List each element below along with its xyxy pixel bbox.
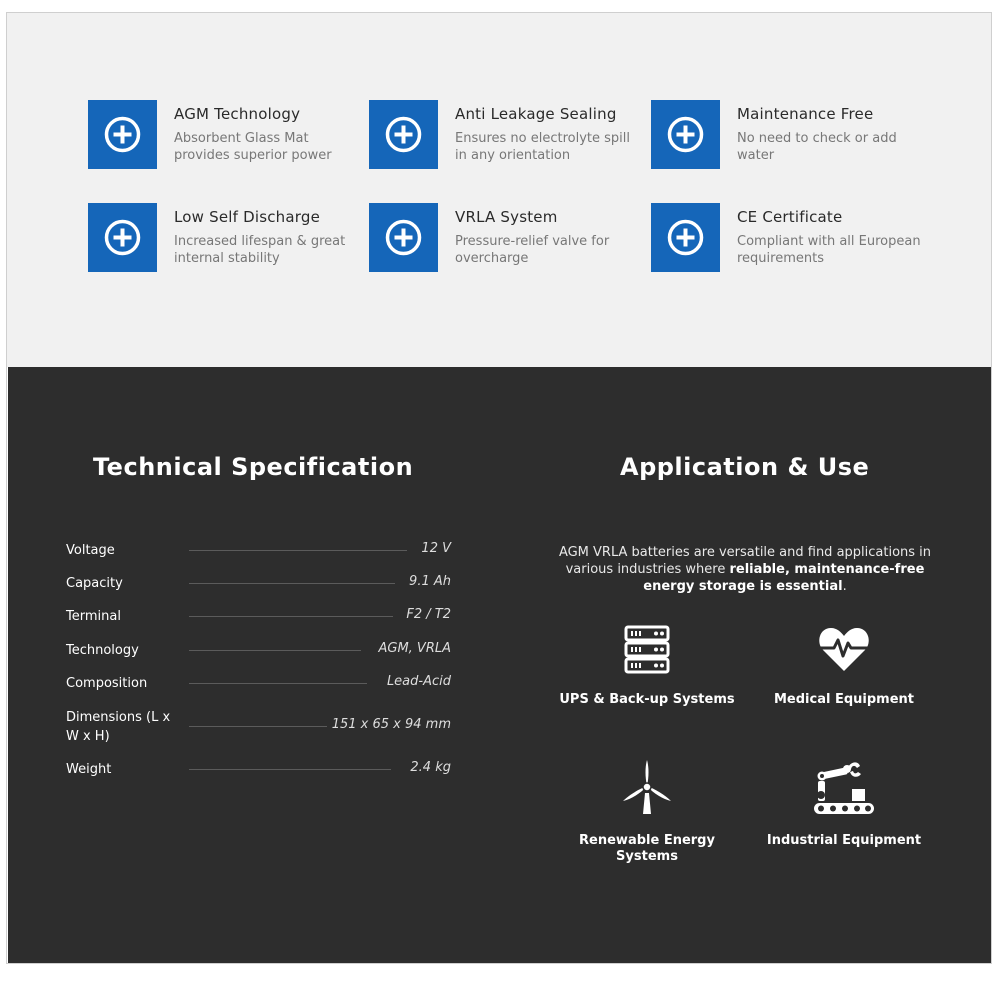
application-industrial xyxy=(754,759,934,849)
feature-description: Pressure-relief valve for overcharge xyxy=(455,234,610,266)
feature-anti-leakage-sealing xyxy=(369,100,639,170)
spec-value: AGM, VRLA xyxy=(378,641,451,656)
spec-row-weight xyxy=(66,760,451,780)
plus-circle-icon xyxy=(651,100,720,169)
application-description-emphasis: reliable, maintenance-free energy storage is essential xyxy=(643,562,925,594)
feature-ce-certificate xyxy=(651,203,921,273)
spec-divider xyxy=(189,769,391,770)
feature-description: No need to check or add water xyxy=(737,131,897,163)
spec-label: Technology xyxy=(66,643,139,658)
spec-application-section xyxy=(8,367,991,963)
spec-value: 2.4 kg xyxy=(410,760,451,775)
application-label: Renewable Energy Systems xyxy=(579,833,715,864)
spec-label: Capacity xyxy=(66,576,123,591)
plus-circle-icon xyxy=(88,100,157,169)
spec-divider xyxy=(189,616,393,617)
feature-title: Maintenance Free xyxy=(737,105,874,123)
spec-divider xyxy=(189,726,327,727)
application-description-end: . xyxy=(842,579,847,594)
application-label: Medical Equipment xyxy=(773,692,914,707)
spec-value: 9.1 Ah xyxy=(409,574,451,589)
application-label: UPS & Back-up Systems xyxy=(559,692,735,707)
spec-row-dimensions xyxy=(66,708,451,746)
spec-row-capacity xyxy=(66,574,451,594)
spec-row-composition xyxy=(66,674,451,694)
plus-circle-icon xyxy=(369,203,438,272)
robot-arm-icon xyxy=(814,759,874,815)
wind-turbine-icon xyxy=(620,759,674,815)
spec-value: F2 / T2 xyxy=(406,607,451,622)
application-title: Application & Use xyxy=(620,453,870,481)
plus-circle-icon xyxy=(88,203,157,272)
application-label: Industrial Equipment xyxy=(766,833,922,848)
spec-divider xyxy=(189,583,395,584)
spec-row-technology xyxy=(66,641,451,661)
spec-label: Dimensions (L x W x H) xyxy=(66,710,171,744)
application-description xyxy=(550,544,940,595)
spec-value: 12 V xyxy=(421,541,451,556)
spec-title: Technical Specification xyxy=(93,453,414,481)
spec-row-terminal xyxy=(66,607,451,627)
spec-label: Voltage xyxy=(66,543,115,558)
feature-vrla-system xyxy=(369,203,639,273)
feature-description: Increased lifespan & great internal stability xyxy=(174,234,346,266)
server-icon xyxy=(622,624,672,674)
page-frame xyxy=(6,12,992,964)
feature-description: Compliant with all European requirements xyxy=(737,234,921,266)
spec-label: Weight xyxy=(66,762,112,777)
spec-divider xyxy=(189,550,407,551)
spec-divider xyxy=(189,650,361,651)
plus-circle-icon xyxy=(369,100,438,169)
heart-pulse-icon xyxy=(817,624,871,674)
feature-low-self-discharge xyxy=(88,203,358,273)
feature-title: Anti Leakage Sealing xyxy=(455,105,617,123)
spec-label: Terminal xyxy=(66,609,121,624)
application-description-text: AGM VRLA batteries are versatile and find applications in various industries where xyxy=(558,545,932,577)
features-section xyxy=(7,13,991,367)
feature-maintenance-free xyxy=(651,100,921,170)
feature-title: Low Self Discharge xyxy=(174,208,321,226)
feature-agm-technology xyxy=(88,100,358,170)
spec-value: Lead-Acid xyxy=(386,674,451,689)
spec-label: Composition xyxy=(66,676,148,691)
spec-row-voltage xyxy=(66,541,451,561)
application-medical xyxy=(754,624,934,708)
feature-title: VRLA System xyxy=(455,208,558,226)
spec-divider xyxy=(189,683,367,684)
spec-value: 151 x 65 x 94 mm xyxy=(331,717,451,732)
feature-title: CE Certificate xyxy=(737,208,843,226)
feature-title: AGM Technology xyxy=(174,105,301,123)
application-ups-backup xyxy=(557,624,737,708)
feature-description: Absorbent Glass Mat provides superior power xyxy=(174,131,332,163)
plus-circle-icon xyxy=(651,203,720,272)
feature-description: Ensures no electrolyte spill in any orientation xyxy=(455,131,631,163)
application-renewable xyxy=(557,759,737,865)
